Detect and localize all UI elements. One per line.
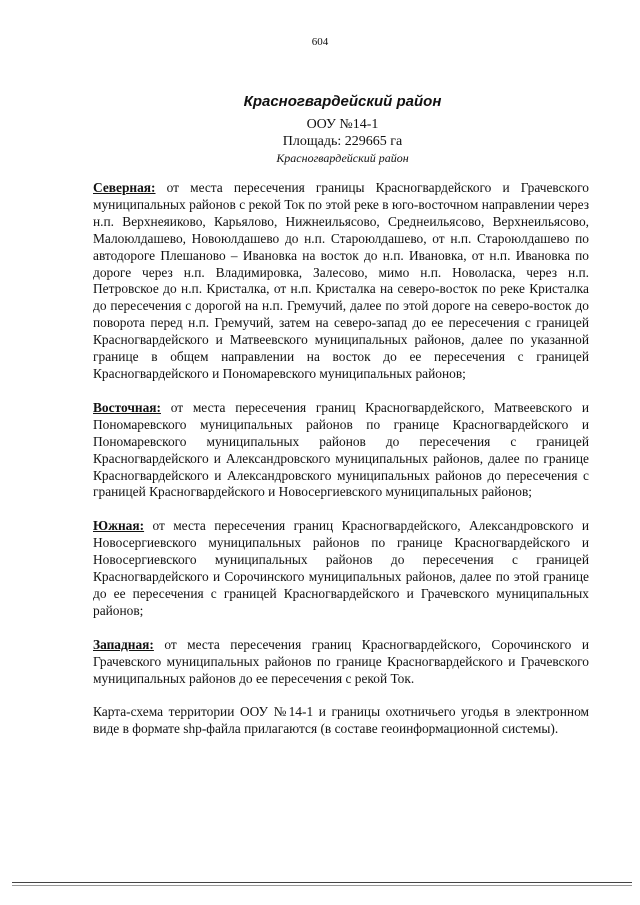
section-south	[93, 518, 589, 619]
section-north-text: от места пересечения границы Красногвардейского и Грачевского муниципальных районов с рекой Ток по этой реке в юго-восточном направлении через н.п. Верхнеяиково, Карьялово, Нижнеильясово, Среднеильясово, Верхнеильясово, Малоюлдашево, Новоюлдашево до н.п. Староюлдашево, от н.п. Староюлдашево по автодороге Плешаново – Ивановка на восток до н.п. Ивановка, от н.п. Ивановка по дороге через н.п. Владимировка, Залесово, мимо н.п. Новоласка, через н.п. Петровское до н.п. Кристалка, от н.п. Кристалка на северо-восток по реке Кристалка до пересечения с дорогой на н.п. Гремучий, далее по этой дороге на северо-восток до поворота перед н.п. Гремучий, затем на северо-запад до ее пересечения с границей Красногвардейского и Матвеевского муниципальных районов, далее по указанной границе в общем направлении на восток до ее пересечения с границей Красногвардейского и Пономаревского муниципальных районов;	[93, 180, 589, 381]
document-header	[95, 92, 590, 166]
section-east	[93, 400, 589, 501]
section-west-label: Западная:	[93, 636, 154, 652]
section-north	[93, 180, 589, 383]
map-note: Карта-схема территории ООУ №14-1 и границы охотничьего угодья в электронном виде в формате shp-файла прилагаются (в составе геоинформационной системы).	[93, 704, 589, 737]
document-body	[93, 180, 589, 755]
section-west	[93, 637, 589, 688]
section-west-text: от места пересечения границ Красногвардейского, Сорочинского и Грачевского муниципальных районов по границе Красногвардейского и Грачевского муниципальных районов до ее пересечения с рекой Ток.	[93, 636, 589, 686]
section-south-text: от места пересечения границ Красногвардейского, Александровского и Новосергиевского муниципальных районов по границе Красногвардейского и Новосергиевского муниципальных районов до пересечения с границей Красногвардейского и Сорочинского муниципальных районов, далее по этой границе до ее пересечения с границей Красногвардейского и Грачевского муниципальных районов;	[93, 518, 589, 618]
section-south-label: Южная:	[93, 518, 145, 534]
page-number: 604	[311, 36, 329, 48]
district-title: Красногвардейский район	[243, 93, 442, 110]
unit-number: ООУ №14-1	[306, 117, 379, 132]
section-east-text: от места пересечения границ Красногвардейского, Матвеевского и Пономаревского муниципальных районов по границе Красногвардейского и Пономаревского муниципальных районов до пересечения с границей Красногвардейского и Александровского муниципальных районов, далее по границе Красногвардейского и Александровского муниципальных районов до пересечения с границей Красногвардейского и Новосергиевского муниципальных районов;	[93, 399, 589, 500]
bottom-divider	[12, 882, 632, 883]
section-north-label: Северная:	[93, 180, 156, 195]
section-east-label: Восточная:	[93, 399, 161, 415]
district-subtitle: Красногвардейский район	[276, 151, 409, 165]
area-value: Площадь: 229665 га	[282, 134, 403, 149]
bottom-divider-secondary	[12, 885, 632, 886]
